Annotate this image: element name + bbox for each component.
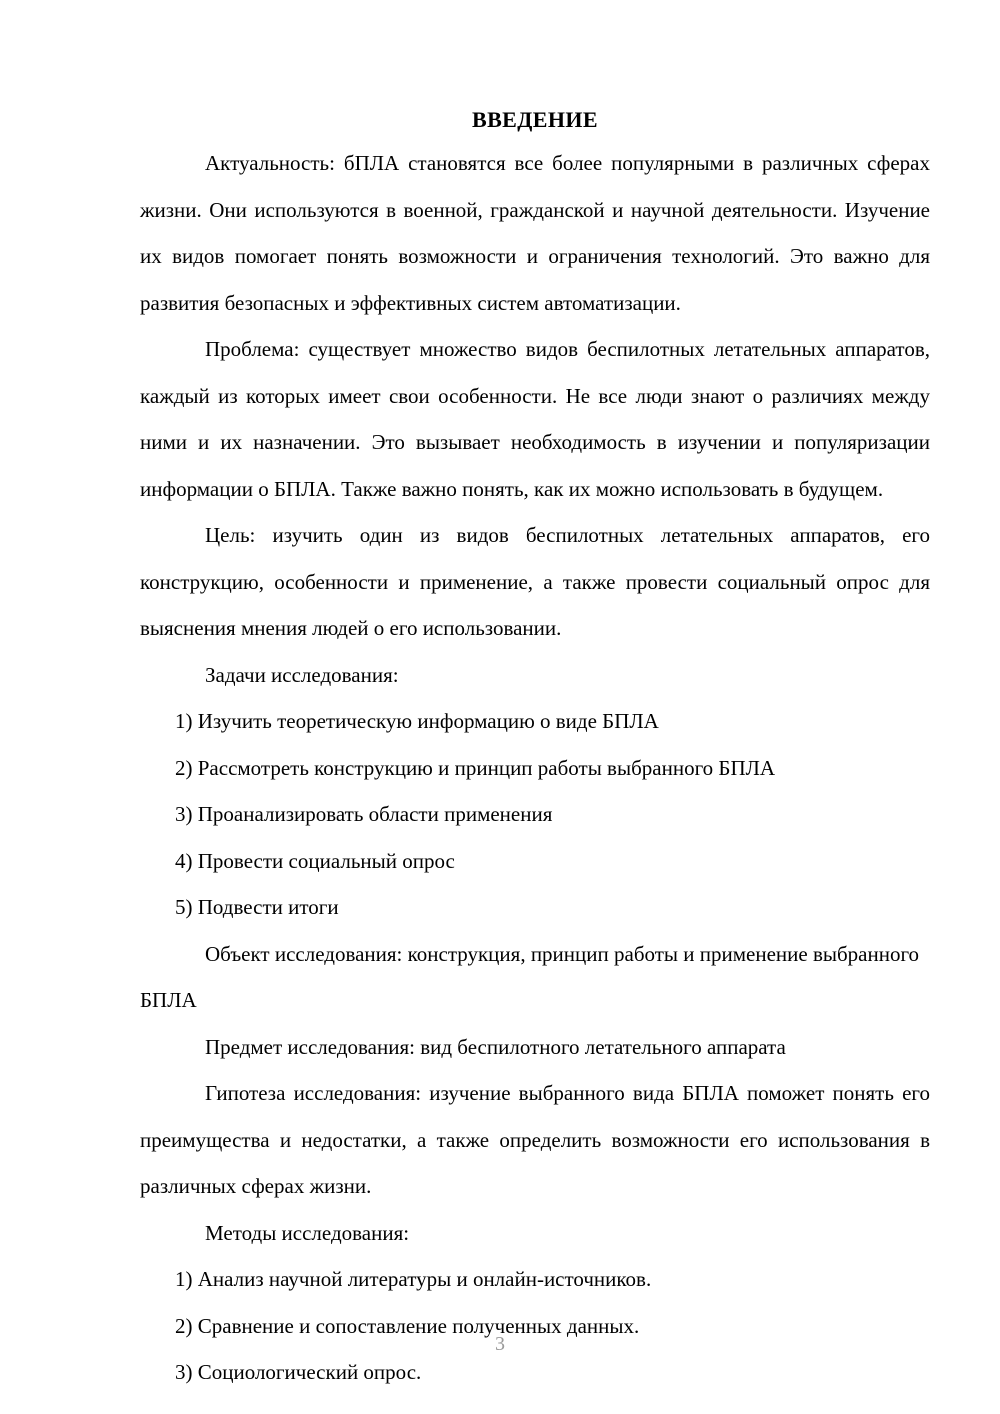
list-item: 3) Проанализировать области применения (175, 802, 553, 826)
paragraph-relevance: Актуальность: бПЛА становятся все более популярными в различных сферах жизни. Они используются в военной, гражданской и научной деятельности. Изучение их видов помогает понять возможности и ограничения технологий. Это важно для развития безопасных и эффективных систем автоматизации. (140, 151, 930, 315)
paragraph-object: Объект исследования: конструкция, принцип работы и применение выбранного БПЛА (140, 941, 920, 1012)
page-number: 3 (495, 1333, 505, 1355)
paragraph-subject: Предмет исследования: вид беспилотного летательного аппарата (205, 1034, 786, 1059)
paragraph-goal: Цель: изучить один из видов беспилотных летательных аппаратов, его конструкцию, особенности и применение, а также провести социальный опрос для выяснения мнения людей о его использовании. (140, 523, 930, 640)
tasks-heading: Задачи исследования: (205, 662, 399, 687)
list-item: 1) Анализ научной литературы и онлайн-источников. (175, 1267, 652, 1291)
page-title: ВВЕДЕНИЕ (472, 106, 598, 132)
list-item: 1) Изучить теоретическую информацию о виде БПЛА (175, 709, 659, 733)
list-item: 4) Провести социальный опрос (175, 848, 455, 873)
list-item: 3) Социологический опрос. (175, 1360, 422, 1384)
list-item: 5) Подвести итоги (175, 895, 339, 919)
paragraph-hypothesis: Гипотеза исследования: изучение выбранного вида БПЛА поможет понять его преимущества и недостатки, а также определить возможности его использования в различных сферах жизни. (140, 1081, 930, 1198)
document-body (140, 140, 930, 1396)
list-item: 2) Рассмотреть конструкцию и принцип работы выбранного БПЛА (175, 755, 776, 780)
paragraph-problem: Проблема: существует множество видов беспилотных летательных аппаратов, каждый из которых имеет свои особенности. Не все люди знают о различиях между ними и их назначении. Это вызывает необходимость в изучении и популяризации информации о БПЛА. Также важно понять, как их можно использовать в будущем. (140, 337, 930, 501)
methods-heading: Методы исследования: (205, 1220, 410, 1245)
list-item: 2) Сравнение и сопоставление полученных данных. (175, 1313, 640, 1338)
